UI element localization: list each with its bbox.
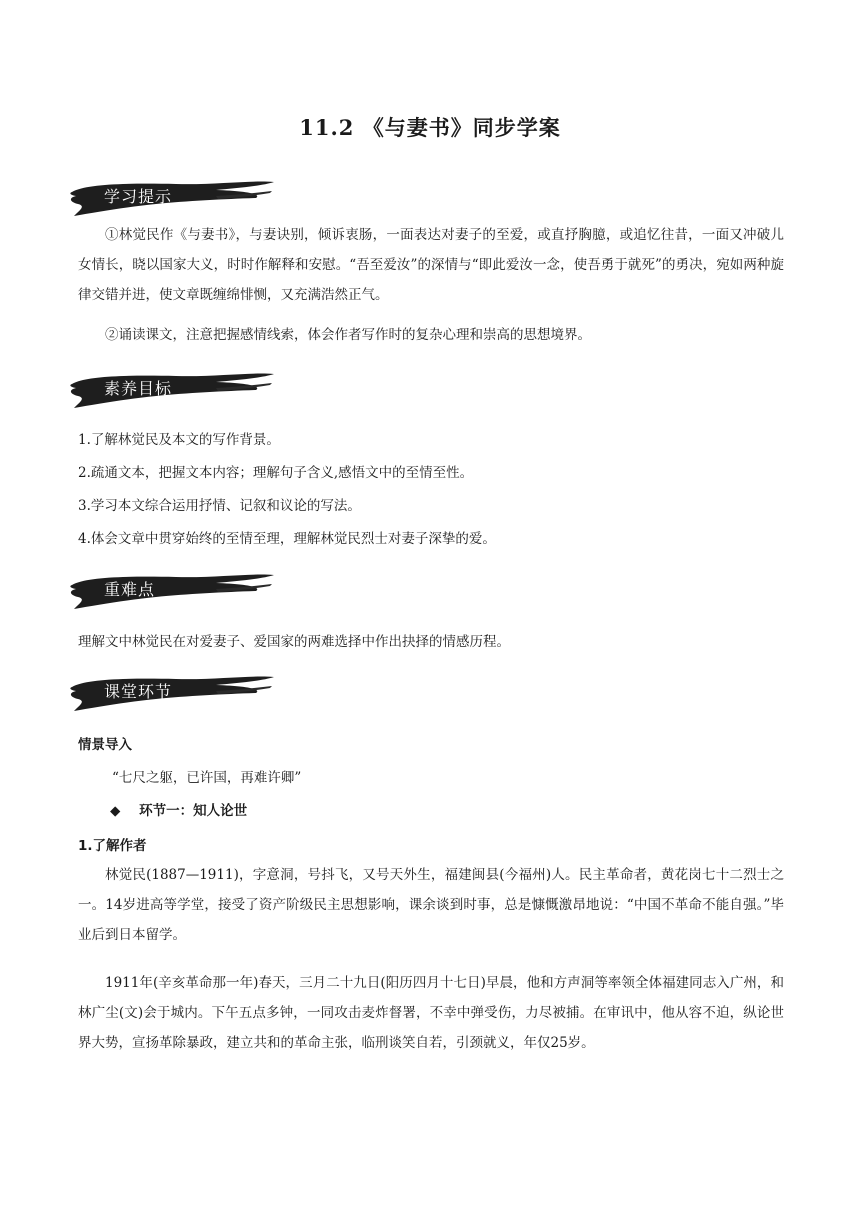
subsection-heading: 1.了解作者 [78, 838, 147, 854]
goal-item: 2.疏通文本，把握文本内容；理解句子含义,感悟文中的至情至性。 [78, 465, 474, 481]
goal-item: 4.体会文章中贯穿始终的至情至理，理解林觉民烈士对妻子深挚的爱。 [78, 531, 496, 547]
section-heading-key: 重难点 [104, 580, 156, 599]
author-bio-paragraph-1: 林觉民(1887—1911)，字意洞，号抖飞，又号天外生，福建闽县(今福州)人。民主革命者，黄花岗七十二烈士之一。14岁进高等学堂，接受了资产阶级民主思想影响，课余谈到时事，总是慷慨激昂地说：“中国不革命不能自强。”毕业后到日本留学。 [78, 867, 784, 943]
tips-paragraph-2: ②诵读课文，注意把握感情线索，体会作者写作时的复杂心理和崇高的思想境界。 [105, 327, 591, 343]
intro-quote: “七尺之躯，已许国，再难许卿” [112, 770, 302, 786]
key-point-text: 理解文中林觉民在对爱妻子、爱国家的两难选择中作出抉择的情感历程。 [78, 634, 510, 650]
section-heading-class: 课堂环节 [104, 682, 173, 701]
step-label: 环节一：知人论世 [139, 803, 248, 819]
author-bio-paragraph-2: 1911年(辛亥革命那一年)春天，三月二十九日(阳历四月十七日)早晨，他和方声洞等率领全体福建同志入广州，和林广尘(文)会于城内。下午五点多钟，一同攻击麦炸督署，不幸中弹受伤，力尽被捕。在审讯中，他从容不迫，纵论世界大势，宣扬革除暴政，建立共和的革命主张，临刑谈笑自若，引颈就义，年仅25岁。 [78, 975, 784, 1051]
section-heading-tips: 学习提示 [104, 187, 173, 206]
goal-item: 1.了解林觉民及本文的写作背景。 [78, 432, 280, 448]
bullet-diamond-icon: ◆ [110, 803, 121, 819]
section-banner-key [66, 567, 276, 613]
goal-item: 3.学习本文综合运用抒情、记叙和议论的写法。 [78, 498, 361, 514]
step-heading [110, 799, 247, 819]
intro-label: 情景导入 [78, 737, 132, 753]
section-banner-class [66, 669, 276, 715]
section-heading-goals: 素养目标 [104, 379, 173, 398]
brush-stroke-icon [66, 567, 276, 613]
section-banner-tips [66, 174, 276, 220]
document-title: 11.2 《与妻书》同步学案 [299, 115, 561, 140]
tips-paragraph-1: ①林觉民作《与妻书》，与妻诀别，倾诉衷肠，一面表达对妻子的至爱，或直抒胸臆，或追忆往昔，一面又冲破儿女情长，晓以国家大义，时时作解释和安慰。“吾至爱汝”的深情与“即此爱汝一念，使吾勇于就死”的勇决，宛如两种旋律交错并进，使文章既缠绵悱恻，又充满浩然正气。 [78, 227, 784, 303]
section-banner-goals [66, 366, 276, 412]
